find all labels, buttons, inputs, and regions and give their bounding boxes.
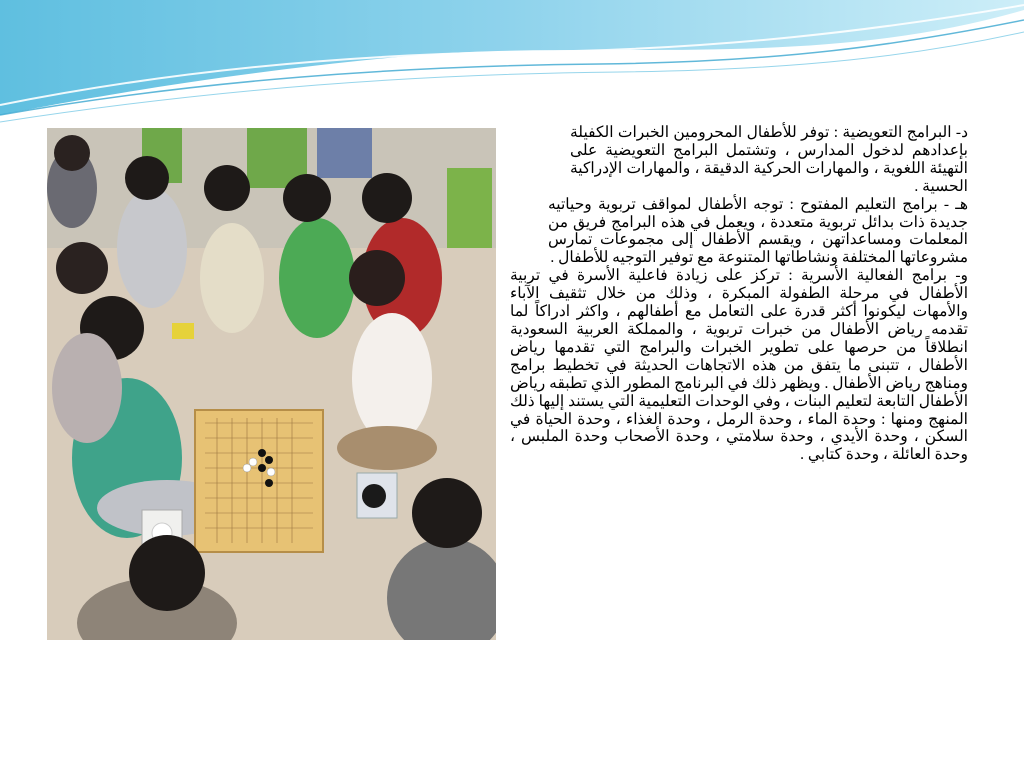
body-text	[510, 124, 968, 464]
paragraph-open-education-programs: هـ - برامج التعليم المفتوح : توجه الأطفال لمواقف تربوية وحياتيه جديدة ذات بدائل تربوية متعددة ، ويعمل في هذه البرامج فريق من المعلمات ومساعداتهن ، ويقسم الأطفال إلى مجموعات تمارس مشروعاتها المختلفة ونشاطاتها المتنوعة مع توفير التوجيه للأطفال .	[548, 195, 968, 267]
paragraph-compensatory-programs: د- البرامج التعويضية : توفر للأطفال المحرومين الخبرات الكفيلة بإعدادهم لدخول المدارس ، وتشتمل البرامج التعويضية على التهيئة اللغوية ، والمهارات الحركية الدقيقة ، والمهارات الإدراكية الحسية .	[570, 124, 968, 195]
classroom-photo	[47, 128, 496, 640]
header-wave-decoration	[0, 0, 1024, 130]
children-playing-go-icon	[47, 128, 496, 640]
paragraph-family-effectiveness-programs: و- برامج الفعالية الأسرية : تركز على زيادة فاعلية الأسرة في تربية الأطفال في مرحلة الطفولة المبكرة ، وذلك من خلال تثقيف الآباء والأمهات ليكونوا أكثر قدرة على التعامل مع أطفالهم ، واكثر ادراكاً لما تقدمه رياض الأطفال من خبرات تربوية ، والمملكة العربية السعودية انطلاقاً من حرصها على تطوير الخبرات والبرامج التي تقدمها رياض الأطفال ، تتبنى ما يتفق من هذه الاتجاهات الحديثة في تخطيط برامج ومناهج رياض الأطفال . ويظهر ذلك في البرنامج المطور الذي تطبقه رياض الأطفال التابعة لتعليم البنات ، وفي الوحدات التعليمية التي يستند إليها ذلك المنهج ومنها : وحدة الماء ، وحدة الرمل ، وحدة الغذاء ، وحدة الحياة في السكن ، وحدة الأيدي ، وحدة سلامتي ، وحدة الأصحاب وحدة الملبس ، وحدة العائلة ، وحدة كتابي .	[510, 267, 968, 464]
